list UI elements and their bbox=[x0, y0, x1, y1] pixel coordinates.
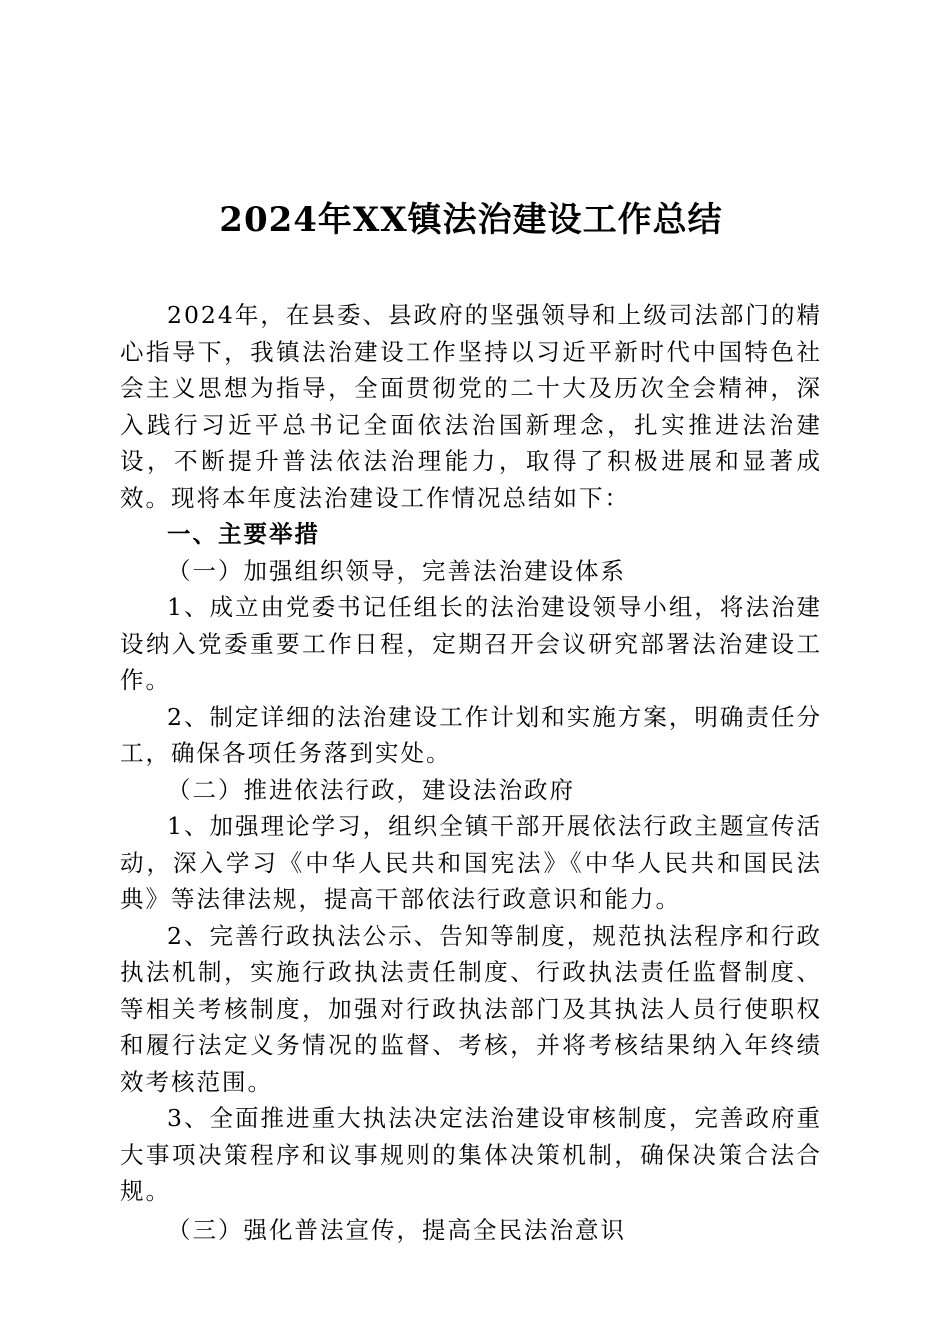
list-item: 2、完善行政执法公示、告知等制度，规范执法程序和行政执法机制，实施行政执法责任制度、行政执法责任监督制度、等相关考核制度，加强对行政执法部门及其执法人员行使职权和履行法定义务情况的监督、考核，并将考核结果纳入年终绩效考核范围。 bbox=[120, 921, 822, 1096]
document-title: 2024年XX镇法治建设工作总结 bbox=[219, 200, 723, 240]
document-page bbox=[120, 195, 822, 1248]
subsection-heading-3: （三）强化普法宣传，提高全民法治意识 bbox=[167, 1215, 626, 1244]
section-heading: 一、主要举措 bbox=[167, 520, 320, 548]
list-item: 3、全面推进重大执法决定法治建设审核制度，完善政府重大事项决策程序和议事规则的集体决策机制，确保决策合法合规。 bbox=[120, 1104, 822, 1205]
list-item: 2、制定详细的法治建设工作计划和实施方案，明确责任分工，确保各项任务落到实处。 bbox=[120, 702, 822, 767]
subsection-heading-1: （一）加强组织领导，完善法治建设体系 bbox=[167, 556, 626, 585]
list-item: 1、加强理论学习，组织全镇干部开展依法行政主题宣传活动，深入学习《中华人民共和国宪法》《中华人民共和国民法典》等法律法规，提高干部依法行政意识和能力。 bbox=[120, 812, 822, 913]
subsection-heading-2: （二）推进依法行政，建设法治政府 bbox=[167, 775, 575, 804]
intro-paragraph: 2024年，在县委、县政府的坚强领导和上级司法部门的精心指导下，我镇法治建设工作坚持以习近平新时代中国特色社会主义思想为指导，全面贯彻党的二十大及历次全会精神，深入践行习近平总书记全面依法治国新理念，扎实推进法治建设，不断提升普法依法治理能力，取得了积极进展和显著成效。现将本年度法治建设工作情况总结如下： bbox=[120, 301, 822, 512]
list-item: 1、成立由党委书记任组长的法治建设领导小组，将法治建设纳入党委重要工作日程，定期召开会议研究部署法治建设工作。 bbox=[120, 593, 822, 694]
